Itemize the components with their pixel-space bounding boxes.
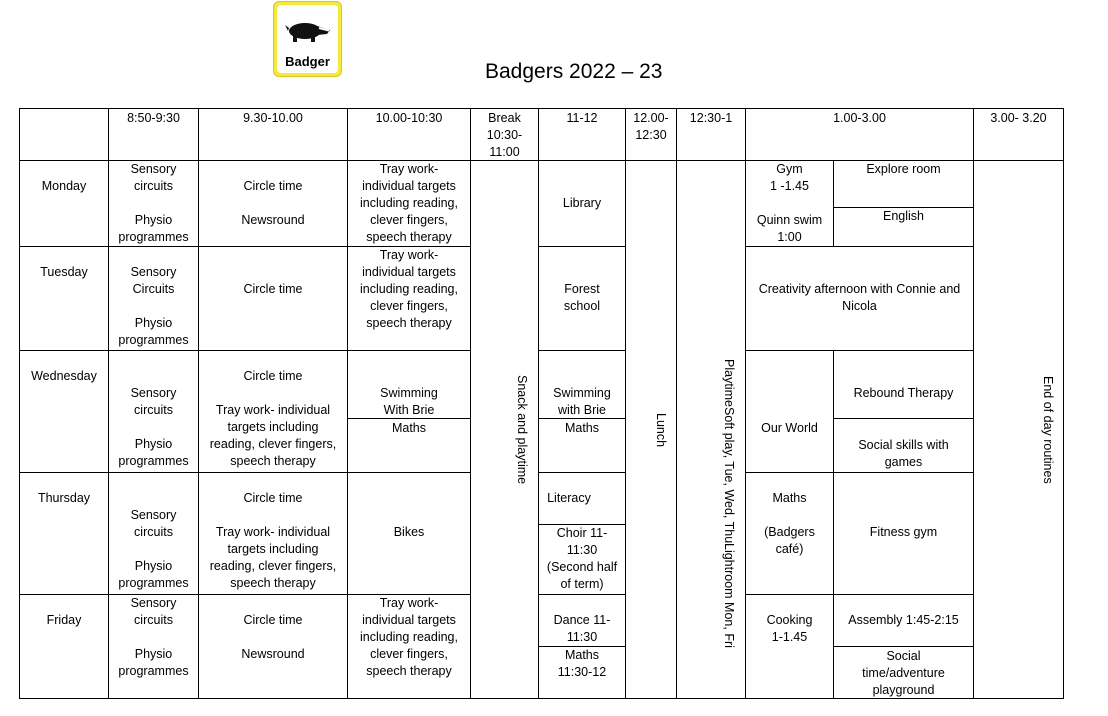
thursday-bikes: Bikes (393, 525, 425, 539)
header-time-1: 8:50-9:30 (127, 111, 180, 125)
wednesday-rebound: Rebound Therapy (853, 386, 954, 400)
friday-circle: Circle time Newsround (241, 613, 305, 661)
thursday-sensory: Sensory circuits Physio programmes (118, 508, 189, 590)
header-time-3: 10.00-10:30 (375, 111, 443, 125)
friday-tray: Tray work- individual targets including reading, clever fingers, speech therapy (360, 596, 458, 678)
header-time-8: 1.00-3.00 (833, 111, 886, 125)
header-time-5: 11-12 (566, 111, 598, 125)
friday-social-time: Social time/adventure playground (862, 649, 945, 697)
wednesday-sensory: Sensory circuits Physio programmes (118, 386, 189, 468)
friday-sensory: Sensory circuits Physio programmes (118, 596, 189, 678)
thursday-literacy: Literacy (547, 491, 591, 505)
monday-library: Library (562, 196, 602, 210)
monday-explore: Explore room (866, 162, 941, 176)
snack-playtime-label: Snack and playtime (515, 375, 529, 485)
day-thursday: Thursday (37, 491, 91, 505)
tuesday-circle: Circle time (243, 282, 303, 296)
wednesday-our-world: Our World (761, 421, 818, 435)
thursday-fitness: Fitness gym (869, 525, 938, 539)
wednesday-swimming: Swimming With Brie (380, 386, 438, 417)
monday-sensory: Sensory circuits Physio programmes (118, 162, 189, 244)
header-time-2: 9.30-10.00 (243, 111, 303, 125)
wednesday-social-skills: Social skills with games (858, 438, 949, 469)
logo-label: Badger (285, 54, 330, 69)
tuesday-sensory: Sensory Circuits Physio programmes (118, 265, 189, 347)
tuesday-creativity: Creativity afternoon with Connie and Nicola (758, 282, 961, 313)
lunch-label: Lunch (654, 412, 668, 448)
wednesday-swimming-2: Swimming with Brie (553, 386, 611, 417)
wednesday-maths-2: Maths (564, 421, 600, 435)
friday-assembly: Assembly 1:45-2:15 (848, 613, 959, 627)
friday-dance: Dance 11- 11:30 (553, 613, 611, 644)
thursday-choir: Choir 11- 11:30 (Second half of term) (546, 526, 618, 591)
friday-cooking: Cooking 1-1.45 (766, 613, 813, 644)
header-time-9: 3.00- 3.20 (990, 111, 1047, 125)
monday-circle: Circle time Newsround (241, 179, 305, 227)
badger-logo (273, 1, 342, 77)
day-friday: Friday (46, 613, 82, 627)
tuesday-tray: Tray work- individual targets including reading, clever fingers, speech therapy (360, 248, 458, 330)
page-title: Badgers 2022 – 23 (485, 60, 663, 83)
monday-english: English (883, 209, 924, 223)
monday-tray: Tray work- individual targets including reading, clever fingers, speech therapy (360, 162, 458, 244)
playtime-label: Playtime Soft play, Tue, Wed, Thu Lightroom Mon, Fri (722, 359, 736, 649)
friday-maths: Maths 11:30-12 (557, 648, 607, 679)
day-monday: Monday (41, 179, 87, 193)
wednesday-maths: Maths (391, 421, 427, 435)
tuesday-forest: Forest school (563, 282, 601, 313)
day-tuesday: Tuesday (40, 265, 88, 279)
header-time-6: 12.00- 12:30 (633, 111, 669, 142)
wednesday-circle: Circle time Tray work- individual targets including reading, clever fingers, speech therapy (209, 369, 337, 468)
header-break: Break 10:30- 11:00 (486, 111, 523, 159)
day-wednesday: Wednesday (31, 369, 97, 383)
thursday-maths: Maths (Badgers café) (764, 491, 815, 556)
end-of-day-label: End of day routines (1041, 376, 1055, 484)
header-time-7: 12:30-1 (689, 111, 733, 125)
badger-icon (283, 16, 333, 46)
monday-gym: Gym 1 -1.45 Quinn swim 1:00 (756, 162, 823, 244)
thursday-circle: Circle time Tray work- individual targets including reading, clever fingers, speech therapy (209, 491, 337, 590)
